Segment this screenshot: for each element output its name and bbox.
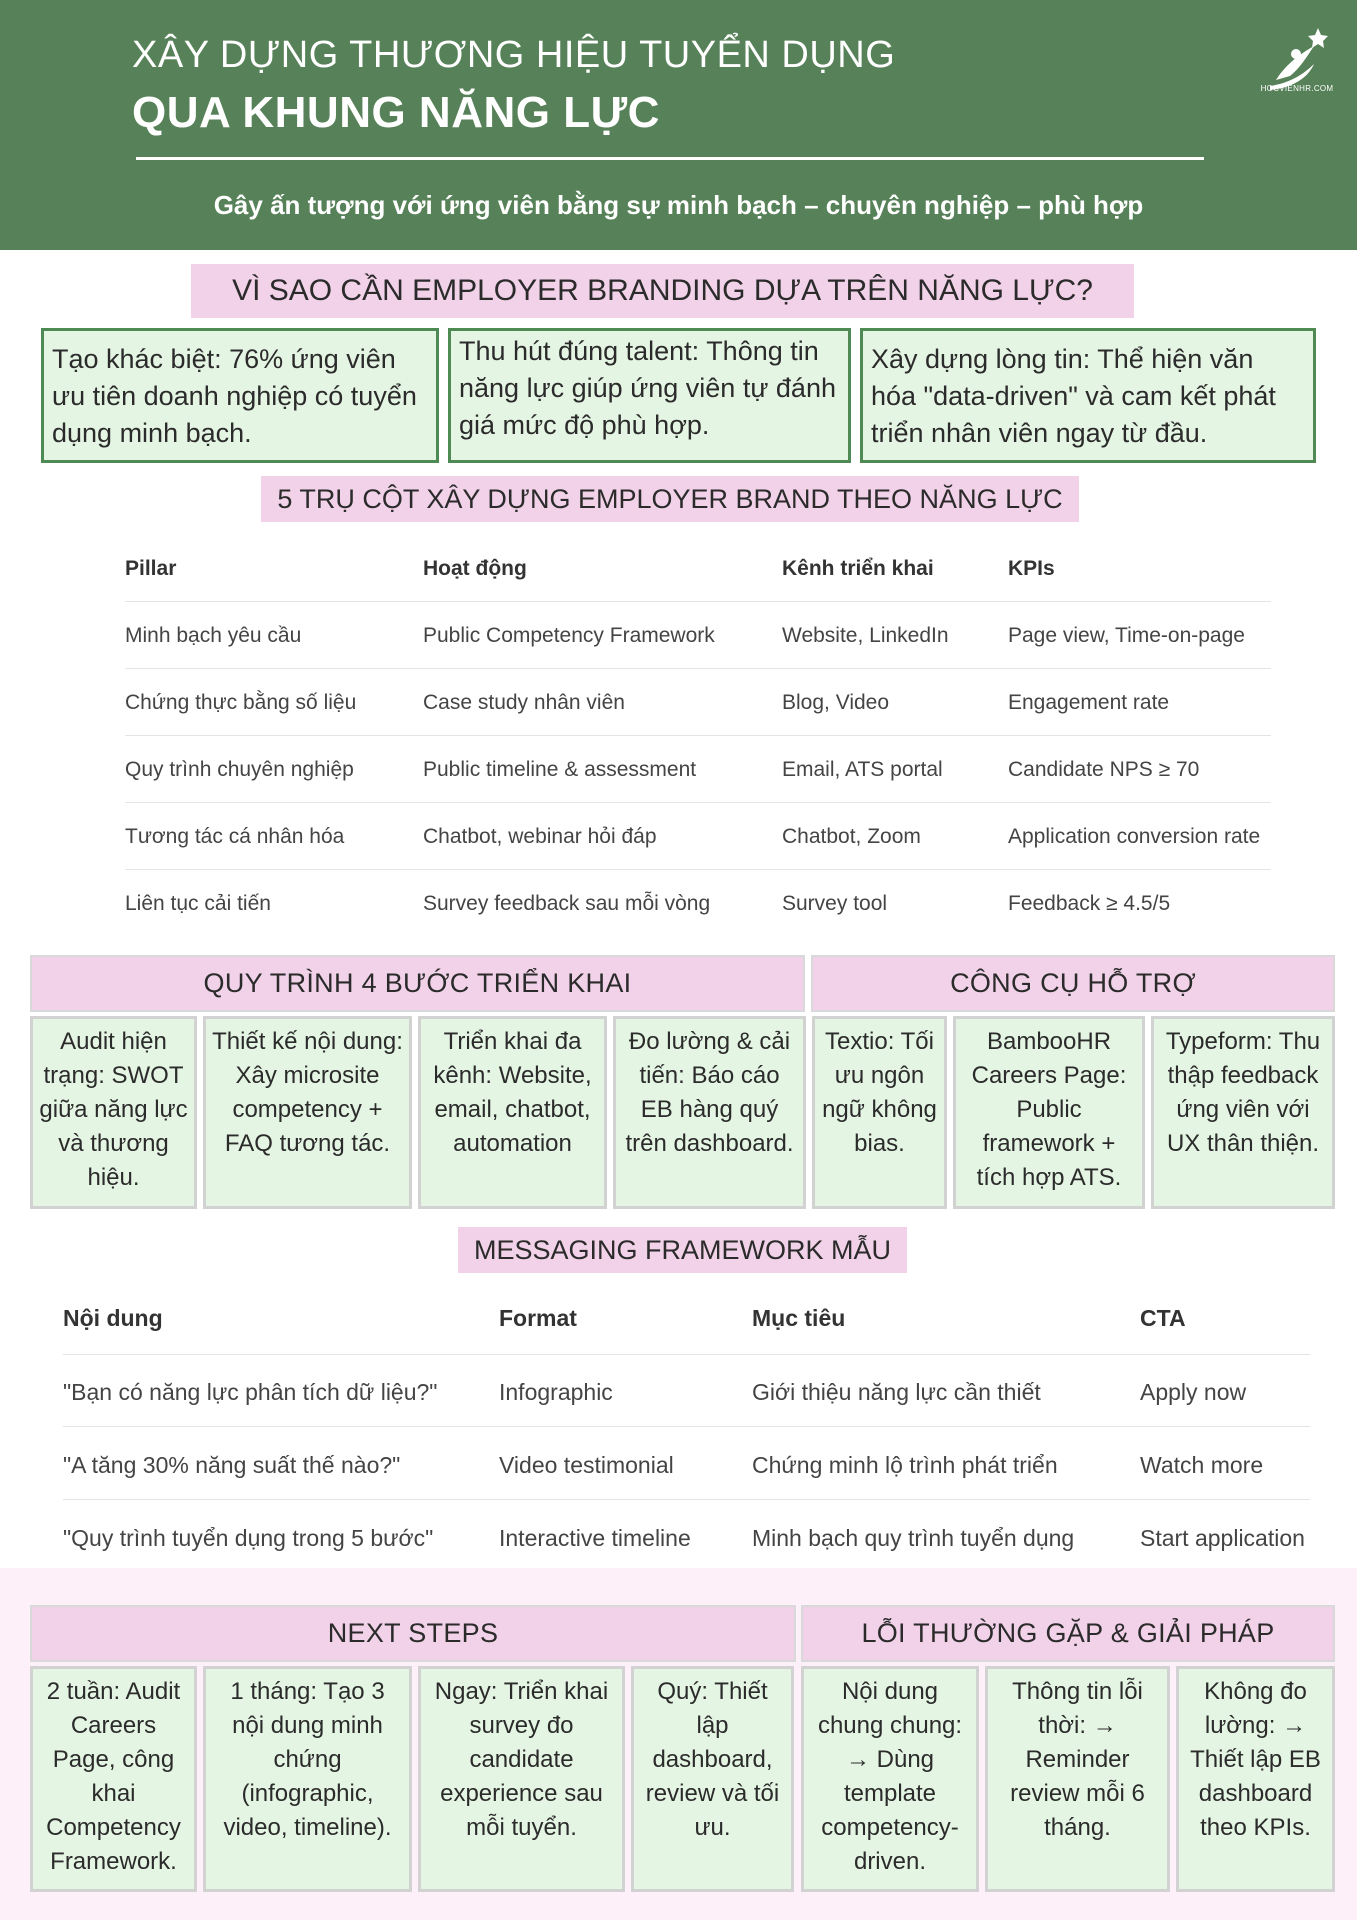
table-cell: Email, ATS portal [782,758,943,781]
table-cell: Case study nhân viên [423,691,625,714]
messaging-col-content: Nội dung [63,1305,163,1331]
row-divider [125,668,1271,669]
tool-item-2: BambooHR Careers Page: Public framework + tích hợp ATS. [953,1016,1145,1209]
table-cell: Survey tool [782,892,888,915]
messaging-heading: MESSAGING FRAMEWORK MẪU [458,1227,907,1273]
table-cell: Application conversion rate [1008,825,1261,848]
pillars-col-activity: Hoạt động [423,557,527,580]
table-row: Tương tác cá nhân hóa [125,825,345,848]
mistake-item-2: Thông tin lỗi thời: → Reminder review mỗi 6 tháng. [985,1666,1170,1892]
why-box-1: Tạo khác biệt: 76% ứng viên ưu tiên doanh nghiệp có tuyển dụng minh bạch. [41,328,439,463]
next-step-4: Quý: Thiết lập dashboard, review và tối ưu. [631,1666,794,1892]
title-line-1: XÂY DỰNG THƯƠNG HIỆU TUYỂN DỤNG [132,34,896,76]
pillars-header-divider [125,601,1271,602]
table-row: "Quy trình tuyển dụng trong 5 bước" [63,1525,434,1551]
row-divider [63,1499,1310,1500]
messaging-table [63,1288,1310,1568]
table-cell: Feedback ≥ 4.5/5 [1008,892,1171,915]
tools-heading: CÔNG CỤ HỖ TRỢ [811,955,1335,1012]
next-step-1: 2 tuần: Audit Careers Page, công khai Competency Framework. [30,1666,197,1892]
tool-item-1: Textio: Tối ưu ngôn ngữ không bias. [812,1016,947,1209]
table-cell: Survey feedback sau mỗi vòng [423,892,711,915]
table-row: Quy trình chuyên nghiệp [125,758,354,781]
table-cell: Chatbot, Zoom [782,825,921,848]
process-step-1: Audit hiện trạng: SWOT giữa năng lực và thương hiệu. [30,1016,197,1209]
process-step-3: Triển khai đa kênh: Website, email, chatbot, automation [418,1016,607,1209]
table-cell: Start application [1140,1525,1305,1551]
table-cell: Public Competency Framework [423,624,715,647]
mistakes-heading: LỖI THƯỜNG GẶP & GIẢI PHÁP [801,1605,1335,1662]
table-row: Minh bạch yêu cầu [125,624,302,647]
messaging-col-cta: CTA [1140,1305,1186,1331]
why-box-2: Thu hút đúng talent: Thông tin năng lực giúp ứng viên tự đánh giá mức độ phù hợp. [448,328,851,463]
title-divider [136,157,1204,160]
table-row: "Bạn có năng lực phân tích dữ liệu?" [63,1379,438,1405]
row-divider [125,735,1271,736]
table-row: Liên tục cải tiến [125,892,271,915]
table-cell: Candidate NPS ≥ 70 [1008,758,1200,781]
table-cell: Apply now [1140,1379,1247,1405]
table-cell: Video testimonial [499,1452,674,1478]
next-step-2: 1 tháng: Tạo 3 nội dung minh chứng (infographic, video, timeline). [203,1666,412,1892]
title-line-2: QUA KHUNG NĂNG LỰC [132,88,660,137]
why-box-3: Xây dựng lòng tin: Thể hiện văn hóa "data-driven" và cam kết phát triển nhân viên ngay từ đầu. [860,328,1316,463]
messaging-col-format: Format [499,1305,577,1331]
table-cell: Engagement rate [1008,691,1170,714]
row-divider [63,1426,1310,1427]
pillars-col-pillar: Pillar [125,557,177,580]
why-heading: VÌ SAO CẦN EMPLOYER BRANDING DỰA TRÊN NĂNG LỰC? [191,264,1134,318]
mistake-item-3: Không đo lường: → Thiết lập EB dashboard theo KPIs. [1176,1666,1335,1892]
process-heading: QUY TRÌNH 4 BƯỚC TRIỂN KHAI [30,955,805,1012]
table-cell: Watch more [1140,1452,1264,1478]
next-step-3: Ngay: Triển khai survey đo candidate experience sau mỗi tuyển. [418,1666,625,1892]
table-cell: Chứng minh lộ trình phát triển [752,1452,1058,1478]
process-step-2: Thiết kế nội dung: Xây microsite competency + FAQ tương tác. [203,1016,412,1209]
header-banner [0,0,1357,250]
messaging-col-goal: Mục tiêu [752,1305,846,1331]
tool-item-3: Typeform: Thu thập feedback ứng viên với UX thân thiện. [1151,1016,1335,1209]
table-cell: Infographic [499,1379,613,1405]
row-divider [125,802,1271,803]
table-cell: Chatbot, webinar hỏi đáp [423,825,657,848]
table-cell: Page view, Time-on-page [1008,624,1245,647]
table-row: Chứng thực bằng số liệu [125,691,357,714]
messaging-header-divider [63,1354,1310,1355]
table-cell: Minh bạch quy trình tuyển dụng [752,1525,1075,1551]
table-cell: Website, LinkedIn [782,624,949,647]
table-cell: Blog, Video [782,691,890,714]
table-cell: Interactive timeline [499,1525,691,1551]
table-row: "A tăng 30% năng suất thế nào?" [63,1452,401,1478]
pillars-col-kpi: KPIs [1008,557,1055,580]
pillars-col-channel: Kênh triển khai [782,557,934,580]
row-divider [125,869,1271,870]
pillars-table [125,535,1271,940]
process-step-4: Đo lường & cải tiến: Báo cáo EB hàng quý trên dashboard. [613,1016,806,1209]
next-steps-heading: NEXT STEPS [30,1605,796,1662]
pillars-heading: 5 TRỤ CỘT XÂY DỰNG EMPLOYER BRAND THEO NĂNG LỰC [261,476,1079,522]
mistake-item-1: Nội dung chung chung: → Dùng template competency-driven. [801,1666,979,1892]
table-cell: Public timeline & assessment [423,758,697,781]
logo-text: HOCVIENHR.COM [1260,84,1334,93]
subtitle: Gây ấn tượng với ứng viên bằng sự minh bạch – chuyên nghiệp – phù hợp [213,190,1144,220]
table-cell: Giới thiệu năng lực cần thiết [752,1379,1041,1405]
